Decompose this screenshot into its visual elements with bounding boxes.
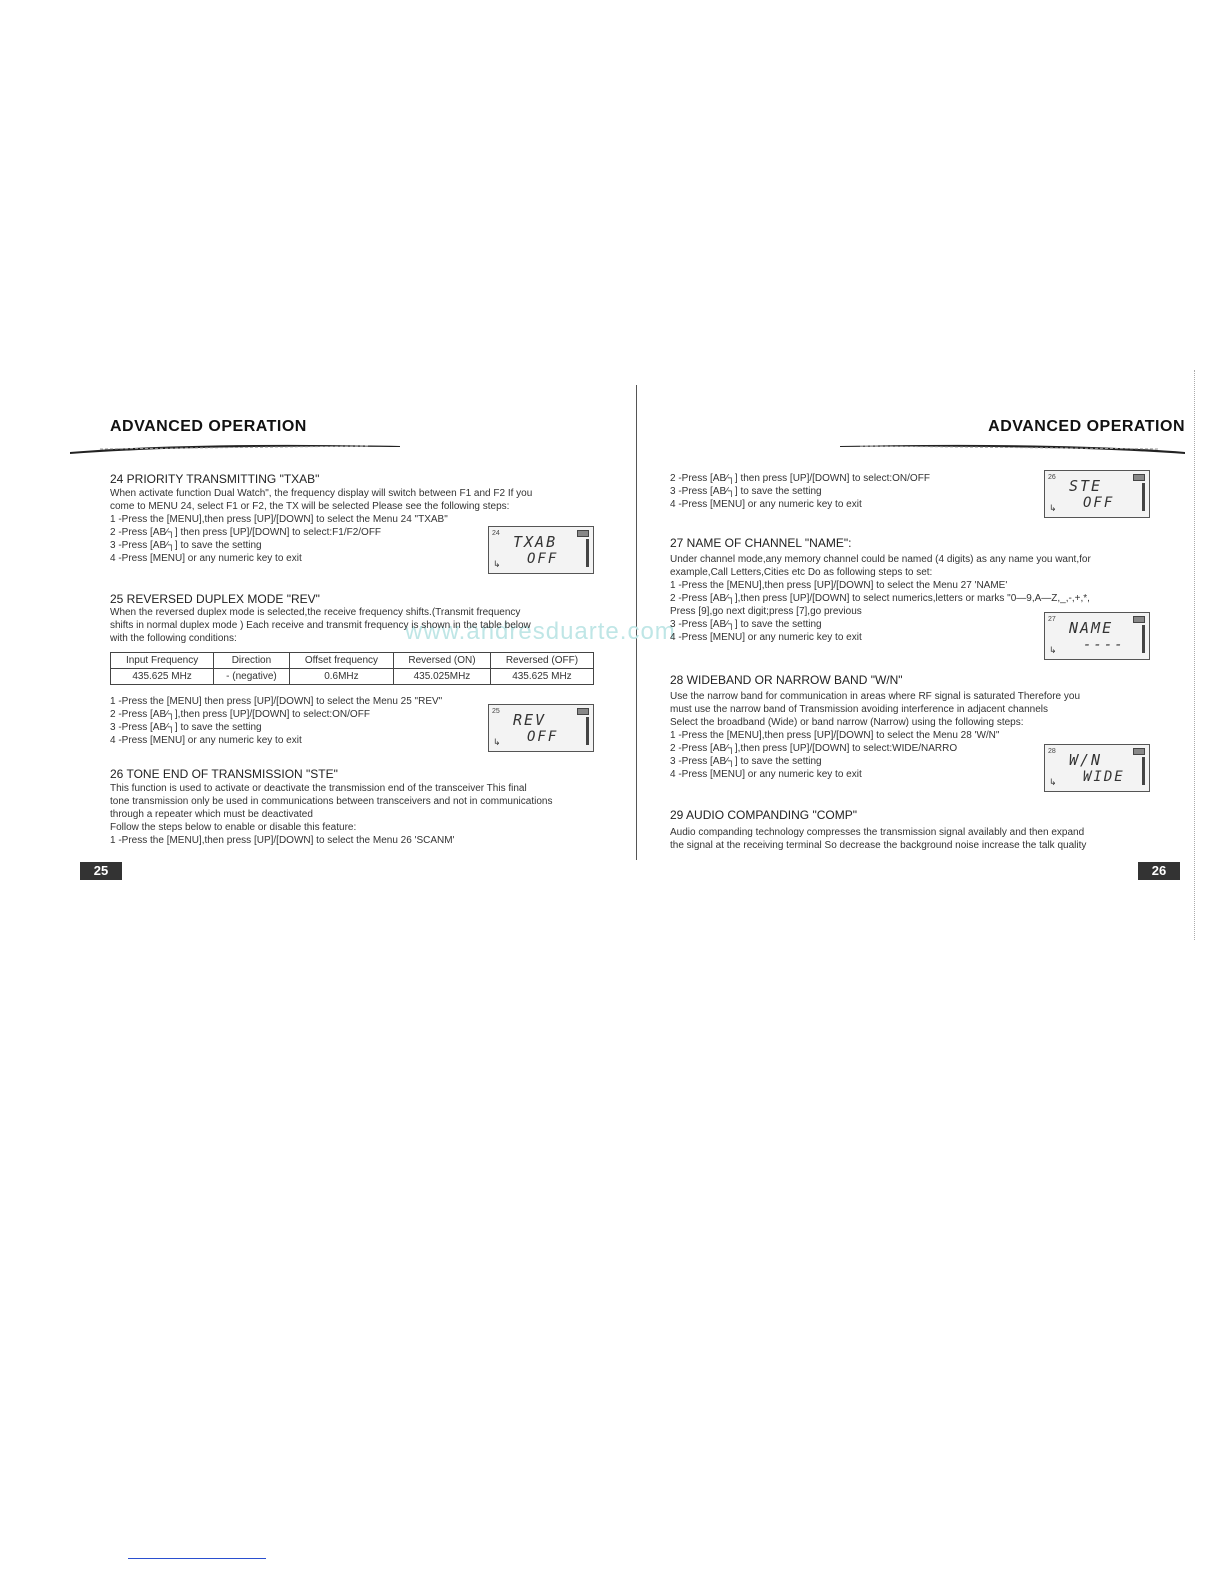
text-line: 2 -Press [AB∕┐] then press [UP]/[DOWN] to select:ON/OFF	[670, 473, 930, 484]
section-29-text	[670, 826, 1086, 852]
table-cell: 435.625 MHz	[111, 669, 214, 685]
text-line: 4 -Press [MENU] or any numeric key to exit	[670, 769, 862, 780]
text-line: 3 -Press [AB∕┐] to save the setting	[670, 619, 822, 630]
text-line: 2 -Press [AB∕┐],then press [UP]/[DOWN] to select numerics,letters or marks "0—9,A—Z,_,-,+,*,	[670, 593, 1090, 604]
table-cell: 435.025MHz	[394, 669, 491, 685]
text-line: 1 -Press the [MENU],then press [UP]/[DOWN] to select the Menu 24 "TXAB"	[110, 514, 448, 525]
table-header-cell: Offset frequency	[289, 653, 393, 669]
text-line: 1 -Press the [MENU] then press [UP]/[DOWN] to select the Menu 25 "REV"	[110, 696, 443, 707]
text-line: Select the broadband (Wide) or band narrow (Narrow) using the following steps:	[670, 717, 1024, 728]
table-header-cell: Reversed (ON)	[394, 653, 491, 669]
battery-icon	[1133, 616, 1145, 623]
header-swoosh-decoration	[70, 440, 400, 454]
text-line: must use the narrow band of Transmission avoiding interference in adjacent channels	[670, 704, 1048, 715]
lcd-line-2: ----	[1083, 637, 1125, 653]
section-25-steps	[110, 695, 442, 747]
text-line: through a repeater which must be deactivated	[110, 809, 313, 820]
signal-bar-icon	[586, 539, 589, 567]
battery-icon	[1133, 474, 1145, 481]
lcd-menu-number: 24	[492, 530, 500, 537]
section-26-continued-text	[670, 472, 930, 511]
text-line: 3 -Press [AB∕┐] to save the setting	[670, 756, 822, 767]
text-line: 4 -Press [MENU] or any numeric key to exit	[110, 735, 302, 746]
lcd-display-name	[1044, 612, 1150, 660]
lcd-display-txab	[488, 526, 594, 574]
lcd-menu-number: 26	[1048, 474, 1056, 481]
text-line: This function is used to activate or deactivate the transmission end of the transceiver This final	[110, 783, 527, 794]
section-26-title: 26 TONE END OF TRANSMISSION "STE"	[110, 767, 338, 781]
signal-bar-icon	[586, 717, 589, 745]
lcd-menu-number: 27	[1048, 616, 1056, 623]
bottom-blue-line	[128, 1558, 266, 1559]
text-line: 4 -Press [MENU] or any numeric key to exit	[670, 632, 862, 643]
reversed-duplex-table	[110, 652, 594, 685]
signal-bar-icon	[1142, 625, 1145, 653]
page-header-title: ADVANCED OPERATION	[988, 418, 1185, 435]
text-line: example,Call Letters,Cities etc Do as following steps to set:	[670, 567, 933, 578]
text-line: the signal at the receiving terminal So decrease the background noise increase the talk quality	[670, 840, 1087, 851]
arrow-icon: ↳	[1049, 777, 1057, 787]
section-26-text	[110, 782, 552, 847]
table-header-cell: Input Frequency	[111, 653, 214, 669]
table-header-row	[111, 653, 594, 669]
section-29-title: 29 AUDIO COMPANDING "COMP"	[670, 808, 857, 822]
text-line: 3 -Press [AB∕┐] to save the setting	[110, 722, 262, 733]
text-line: Use the narrow band for communication in areas where RF signal is saturated Therefore you	[670, 691, 1081, 702]
arrow-icon: ↳	[493, 559, 501, 569]
lcd-menu-number: 25	[492, 708, 500, 715]
arrow-icon: ↳	[1049, 645, 1057, 655]
left-page	[60, 0, 600, 900]
section-25-intro	[110, 606, 531, 645]
battery-icon	[577, 708, 589, 715]
text-line: with the following conditions:	[110, 633, 237, 644]
lcd-line-1: REV	[513, 711, 547, 729]
page-number: 25	[80, 862, 122, 880]
text-line: come to MENU 24, select F1 or F2, the TX will be selected Please see the following steps:	[110, 501, 510, 512]
lcd-line-1: STE	[1069, 477, 1103, 495]
section-27-title: 27 NAME OF CHANNEL "NAME":	[670, 536, 852, 550]
table-header-cell: Reversed (OFF)	[490, 653, 593, 669]
text-line: shifts in normal duplex mode ) Each receive and transmit frequency is shown in the table below	[110, 620, 531, 631]
section-28-title: 28 WIDEBAND OR NARROW BAND "W/N"	[670, 673, 903, 687]
lcd-line-2: OFF	[1083, 495, 1115, 511]
lcd-display-ste	[1044, 470, 1150, 518]
lcd-line-2: OFF	[527, 551, 559, 567]
lcd-line-1: NAME	[1069, 619, 1114, 637]
text-line: When the reversed duplex mode is selected,the receive frequency shifts.(Transmit frequency	[110, 607, 521, 618]
text-line: tone transmission only be used in communications between transceivers and not in communications	[110, 796, 553, 807]
arrow-icon: ↳	[1049, 503, 1057, 513]
text-line: Audio companding technology compresses the transmission signal availably and then expand	[670, 827, 1085, 838]
watermark: www.andresduarte.com	[405, 618, 676, 645]
table-row	[111, 669, 594, 685]
arrow-icon: ↳	[493, 737, 501, 747]
lcd-line-2: WIDE	[1083, 769, 1125, 785]
lcd-display-rev	[488, 704, 594, 752]
text-line: 4 -Press [MENU] or any numeric key to exit	[670, 499, 862, 510]
page-header-title: ADVANCED OPERATION	[110, 418, 307, 435]
lcd-line-2: OFF	[527, 729, 559, 745]
section-25-title: 25 REVERSED DUPLEX MODE "REV"	[110, 592, 320, 606]
section-24-title: 24 PRIORITY TRANSMITTING "TXAB"	[110, 472, 320, 486]
text-line: 3 -Press [AB∕┐] to save the setting	[670, 486, 822, 497]
table-cell: - (negative)	[214, 669, 290, 685]
text-line: 2 -Press [AB∕┐],then press [UP]/[DOWN] to select:ON/OFF	[110, 709, 370, 720]
text-line: Press [9],go next digit;press [7],go previous	[670, 606, 862, 617]
text-line: 1 -Press the [MENU],then press [UP]/[DOWN] to select the Menu 26 'SCANM'	[110, 835, 455, 846]
section-24-text	[110, 487, 532, 565]
text-line: 2 -Press [AB∕┐] then press [UP]/[DOWN] to select:F1/F2/OFF	[110, 527, 382, 538]
table-cell: 435.625 MHz	[490, 669, 593, 685]
signal-bar-icon	[1142, 757, 1145, 785]
table-header-cell: Direction	[214, 653, 290, 669]
text-line: Under channel mode,any memory channel could be named (4 digits) as any name you want,for	[670, 554, 1091, 565]
lcd-display-wn	[1044, 744, 1150, 792]
text-line: 3 -Press [AB∕┐] to save the setting	[110, 540, 262, 551]
lcd-menu-number: 28	[1048, 748, 1056, 755]
right-page-edge	[1194, 370, 1196, 940]
signal-bar-icon	[1142, 483, 1145, 511]
header-swoosh-decoration	[840, 440, 1185, 454]
section-27-text	[670, 553, 1091, 644]
text-line: Follow the steps below to enable or disable this feature:	[110, 822, 357, 833]
section-28-text	[670, 690, 1080, 781]
table-cell: 0.6MHz	[289, 669, 393, 685]
text-line: When activate function Dual Watch", the frequency display will switch between F1 and F2 If you	[110, 488, 533, 499]
text-line: 4 -Press [MENU] or any numeric key to exit	[110, 553, 302, 564]
lcd-line-1: TXAB	[513, 533, 558, 551]
battery-icon	[577, 530, 589, 537]
text-line: 1 -Press the [MENU],then press [UP]/[DOWN] to select the Menu 28 'W/N"	[670, 730, 1000, 741]
battery-icon	[1133, 748, 1145, 755]
right-page	[640, 0, 1185, 900]
text-line: 1 -Press the [MENU],then press [UP]/[DOWN] to select the Menu 27 'NAME'	[670, 580, 1008, 591]
text-line: 2 -Press [AB∕┐],then press [UP]/[DOWN] to select:WIDE/NARRO	[670, 743, 958, 754]
page-number: 26	[1138, 862, 1180, 880]
lcd-line-1: W/N	[1069, 751, 1103, 769]
